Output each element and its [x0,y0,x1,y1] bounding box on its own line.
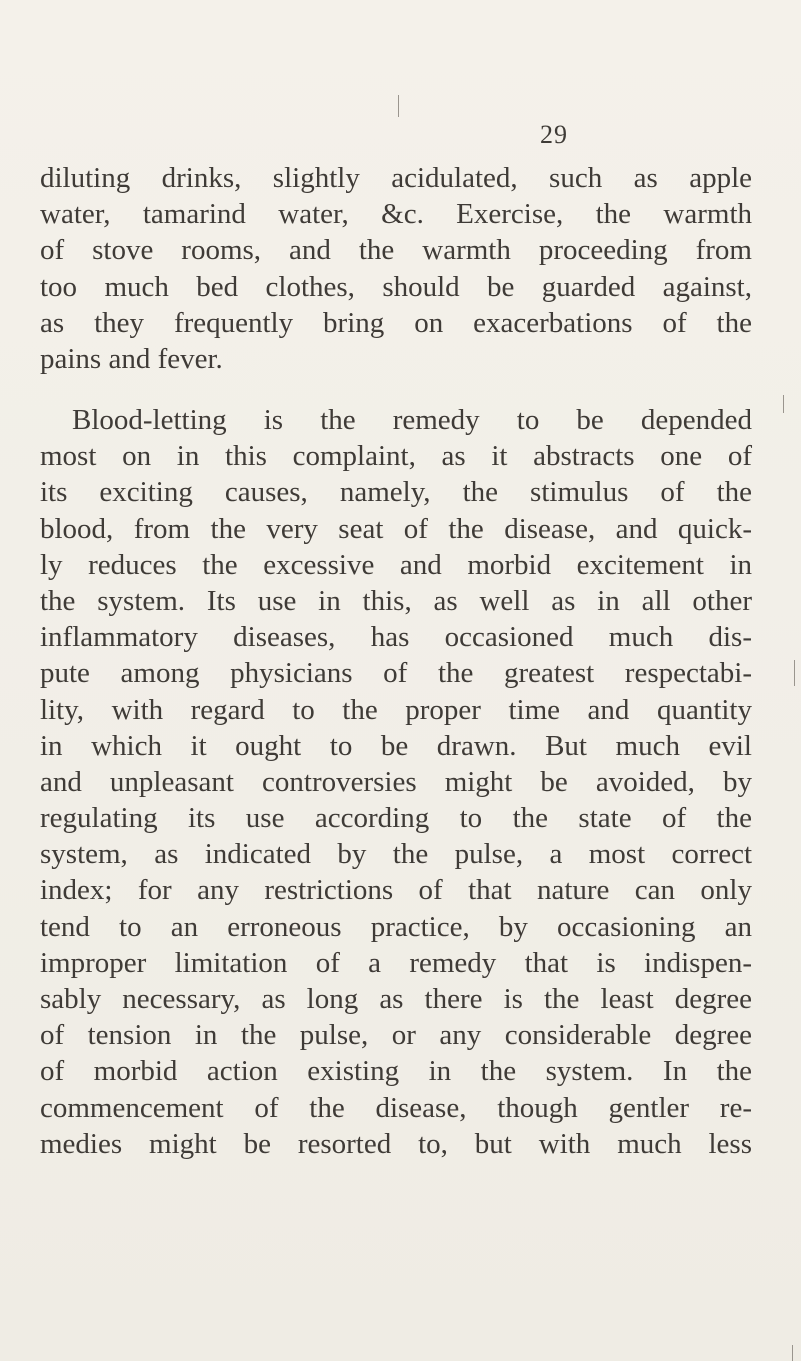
paper-mark [398,95,399,117]
text-line: of stove rooms, and the warmth proceeding from [40,234,752,267]
text-line: lity, with regard to the proper time and quantity [40,693,752,726]
paragraph-1 [40,160,752,377]
text-line: pains and fever. [40,342,223,375]
text-line: of tension in the pulse, or any considerable degree [40,1019,752,1052]
text-line: water, tamarind water, &c. Exercise, the warmth [40,198,752,231]
paper-mark [792,1345,793,1361]
text-line: its exciting causes, namely, the stimulus of the [40,476,752,509]
text-line: of morbid action existing in the system. In the [40,1055,752,1088]
text-line: tend to an erroneous practice, by occasioning an [40,910,752,943]
text-line: medies might be resorted to, but with much less [40,1127,752,1160]
text-line: improper limitation of a remedy that is indispen- [40,946,752,979]
text-line: inflammatory diseases, has occasioned much dis- [40,621,752,654]
text-line: most on in this complaint, as it abstracts one of [40,440,752,473]
page-number: 29 [540,120,568,149]
paragraph-2 [40,402,752,1162]
text-line: and unpleasant controversies might be avoided, by [40,765,752,798]
text-line: sably necessary, as long as there is the least degree [40,983,752,1015]
text-line: regulating its use according to the state of the [40,802,752,835]
text-line: Blood-letting is the remedy to be depended [72,404,752,436]
text-line: the system. Its use in this, as well as in all other [40,584,752,617]
text-line: as they frequently bring on exacerbations of the [40,306,752,339]
paper-mark [794,660,795,686]
text-line: blood, from the very seat of the disease, and quick- [40,512,752,545]
text-line: system, as indicated by the pulse, a most correct [40,838,752,871]
text-line: index; for any restrictions of that nature can only [40,874,752,907]
text-line: too much bed clothes, should be guarded against, [40,270,752,303]
text-line: pute among physicians of the greatest respectabi- [40,657,752,690]
paper-mark [783,395,784,413]
text-line: commencement of the disease, though gentler re- [40,1091,752,1124]
text-line: diluting drinks, slightly acidulated, such as apple [40,162,752,194]
text-line: in which it ought to be drawn. But much evil [40,729,752,762]
text-line: ly reduces the excessive and morbid excitement in [40,548,752,581]
